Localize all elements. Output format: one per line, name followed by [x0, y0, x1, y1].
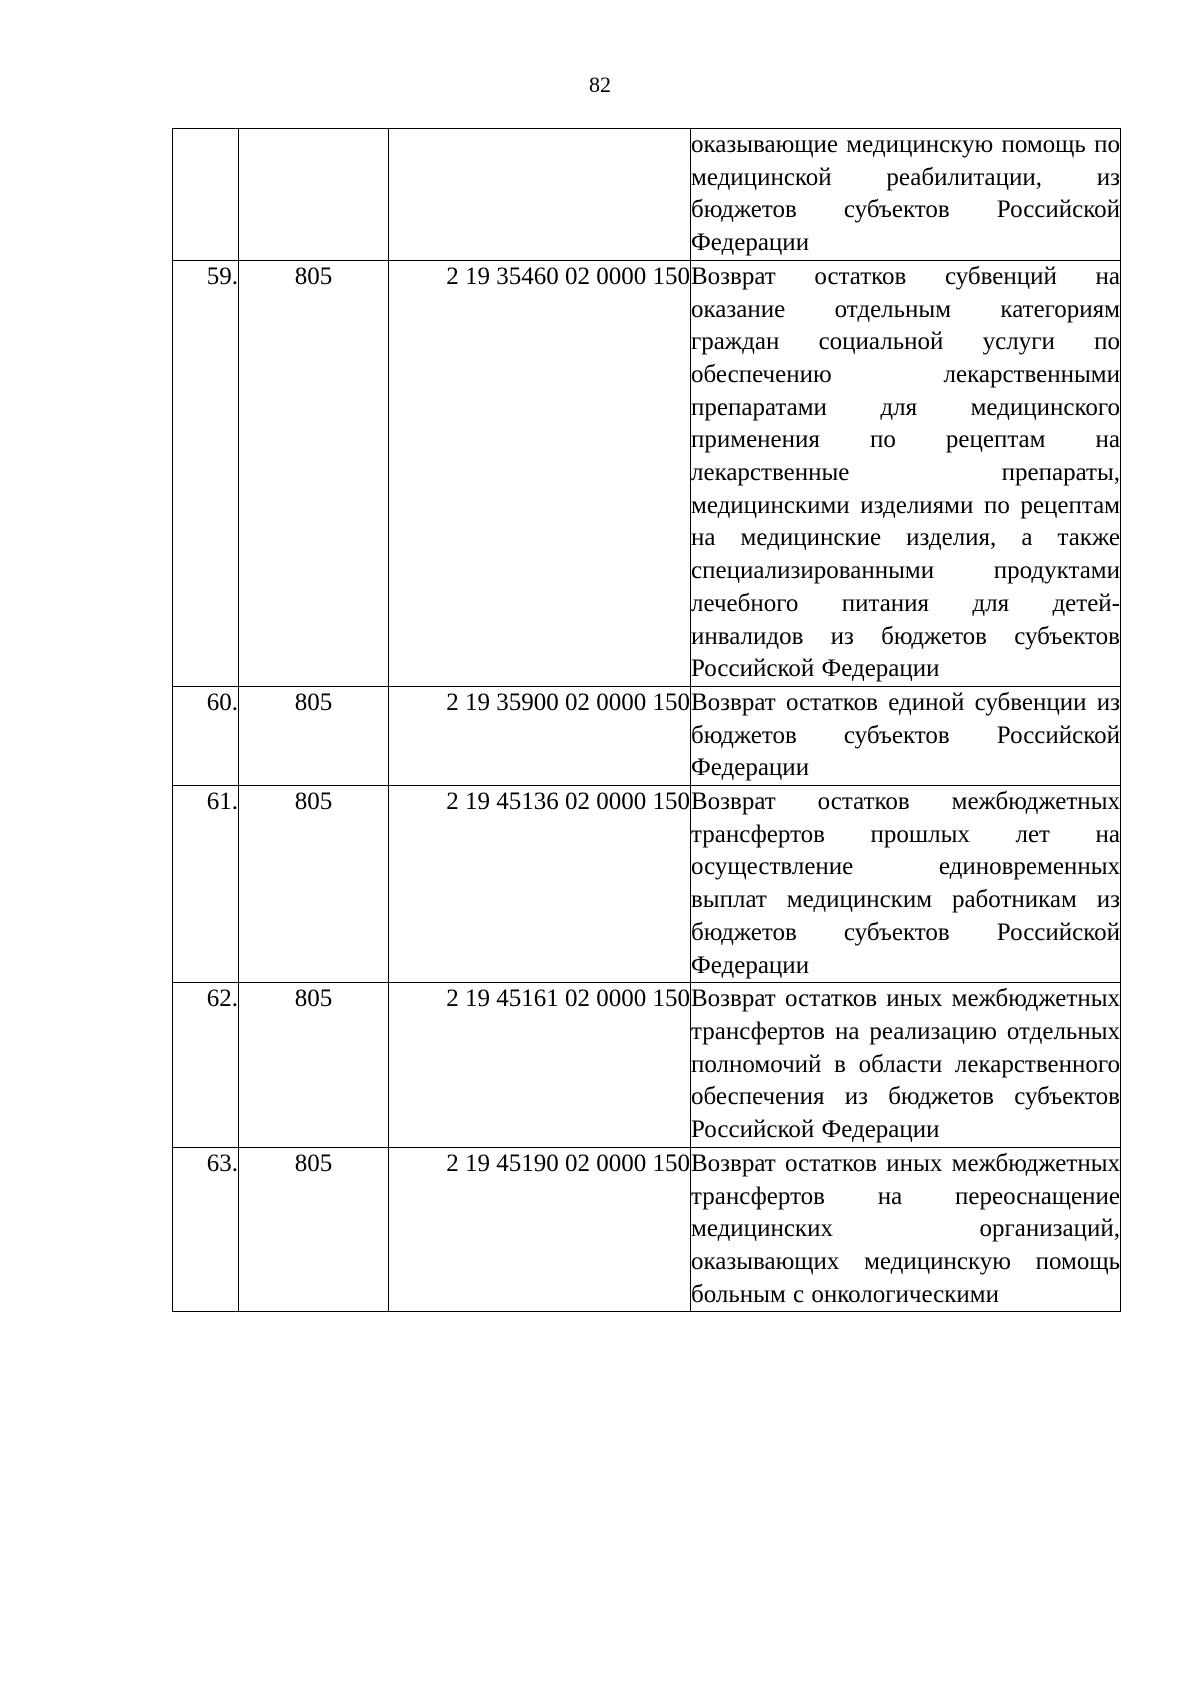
description-text: оказывающие медицинскую помощь по медицинской реабилитации, из бюджетов субъектов Российской Федерации [691, 131, 1120, 257]
row-number-cell: 62. [173, 983, 239, 1148]
revenue-code-cell: 2 19 35900 02 0000 150 [389, 686, 691, 785]
row-number-cell: 59. [173, 260, 239, 686]
row-number-cell [173, 129, 239, 261]
description-text: Возврат остатков межбюджетных трансфертов прошлых лет на осуществление единовременных выплат медицинским работникам из бюджетов субъектов Российской Федерации [691, 788, 1120, 979]
description-text: Возврат остатков иных межбюджетных трансфертов на переоснащение медицинских организаций, оказывающих медицинскую помощь больным с онкологическими [691, 1149, 1120, 1308]
table-row [173, 686, 1121, 785]
description-cell [691, 260, 1121, 686]
table-row [173, 786, 1121, 983]
description-text: Возврат остатков единой субвенции из бюджетов субъектов Российской Федерации [691, 688, 1120, 782]
description-text: Возврат остатков иных межбюджетных трансфертов на реализацию отдельных полномочий в области лекарственного обеспечения из бюджетов субъектов Российской Федерации [691, 985, 1120, 1144]
description-cell [691, 786, 1121, 983]
administrator-code-cell: 805 [239, 983, 389, 1148]
administrator-code-cell: 805 [239, 260, 389, 686]
revenue-code-cell: 2 19 45136 02 0000 150 [389, 786, 691, 983]
description-cell [691, 686, 1121, 785]
administrator-code-cell: 805 [239, 786, 389, 983]
row-number-cell: 60. [173, 686, 239, 785]
revenue-code-cell: 2 19 45161 02 0000 150 [389, 983, 691, 1148]
administrator-code-cell: 805 [239, 1147, 389, 1312]
row-number-cell: 61. [173, 786, 239, 983]
row-number-cell: 63. [173, 1147, 239, 1312]
administrator-code-cell: 805 [239, 686, 389, 785]
description-cell [691, 129, 1121, 261]
budget-classification-table [172, 128, 1121, 1312]
table-row [173, 129, 1121, 261]
page-number: 82 [589, 72, 611, 97]
description-text: Возврат остатков субвенций на оказание отдельным категориям граждан социальной услуги по обеспечению лекарственными препаратами для медицинского применения по рецептам на лекарственные препараты, медицинскими изделиями по рецептам на медицинские изделия, а также специализированными продуктами лечебного питания для детей-инвалидов из бюджетов субъектов Российской Федерации [691, 262, 1120, 683]
table-row [173, 983, 1121, 1148]
table-row [173, 1147, 1121, 1312]
description-cell [691, 1147, 1121, 1312]
revenue-code-cell: 2 19 45190 02 0000 150 [389, 1147, 691, 1312]
revenue-code-cell [389, 129, 691, 261]
description-cell [691, 983, 1121, 1148]
administrator-code-cell [239, 129, 389, 261]
table-row [173, 260, 1121, 686]
revenue-code-cell: 2 19 35460 02 0000 150 [389, 260, 691, 686]
